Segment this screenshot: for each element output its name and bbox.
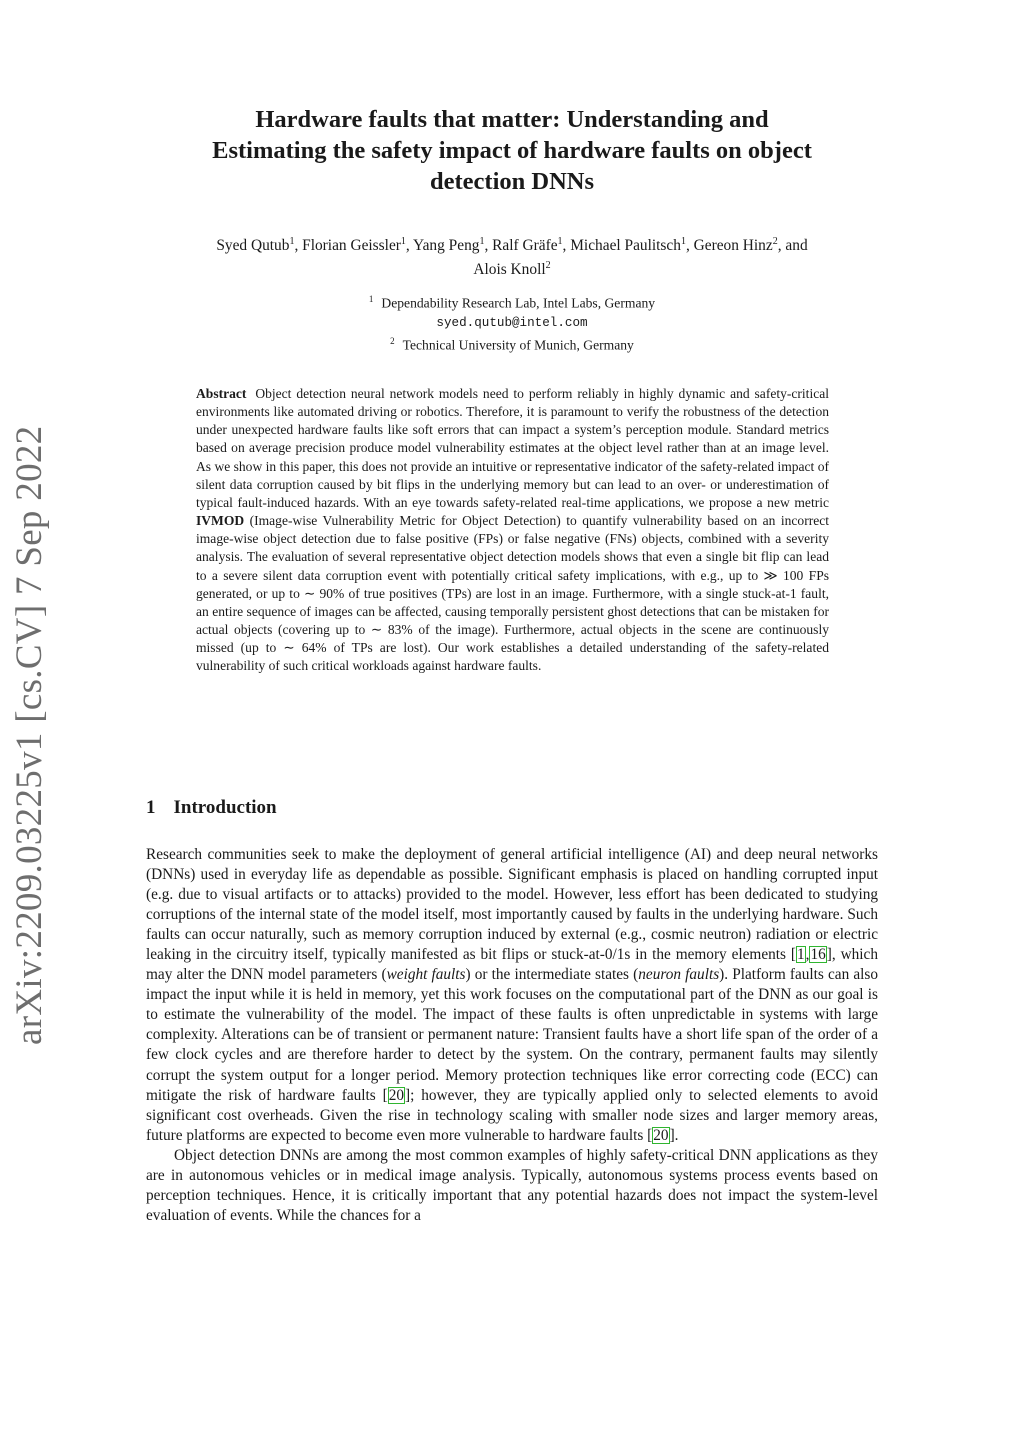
author-email: syed.qutub@intel.com	[436, 315, 588, 330]
author-list: Syed Qutub$^1$, Florian Geissler$^1$, Yang Peng$^1$, Ralf Gräfe$^1$, Michael Paulitsch$^1$, Gereon Hinz$^2$, and Alois Knoll$^2$	[216, 236, 808, 279]
author-name: Ralf Gräfe	[492, 237, 558, 255]
paragraph-text: ].	[669, 1126, 679, 1144]
emphasis: weight faults	[386, 966, 466, 984]
author-affiliation-mark: 1	[289, 236, 295, 247]
title-line: Hardware faults that matter: Understanding and	[255, 106, 769, 133]
author-name: Florian Geissler	[302, 237, 401, 255]
emphasis: neuron faults	[638, 966, 720, 984]
citation-link[interactable]: 20	[653, 1126, 669, 1144]
author-affiliation-mark: 1	[400, 236, 406, 247]
section-title: Introduction	[173, 797, 277, 818]
paper-title	[140, 104, 884, 197]
paragraph-text: Research communities seek to make the deployment of general artificial intelligence (AI) and deep neural networks (DNNs) used in everyday life as dependable as possible. Significant emphasis is placed on handling corrupted input (e.g. due to visual artifacts or to attacks) provided to the model. However, less effort has been dedicated to studying corruptions of the internal state of the model itself, most importantly caused by faults in the underlying hardware. Such faults can occur naturally, such as memory corruption induced by external (e.g., cosmic neutron) radiation or electric leaking in the circuitry itself, typically manifested as bit flips or stuck-at-0/1s in the memory elements [	[146, 846, 878, 964]
paragraph-text: ). Platform faults can also impact the input while it is held in memory, yet this work focuses on the computational part of the DNN as our goal is to estimate the vulnerability of the model. The impact of these faults is often unpredictable in systems with large complexity. Alterations can be of transient or permanent nature: Transient faults have a short life span of the order of a few clock cycles and are therefore harder to detect by the system. On the contrary, permanent faults may silently corrupt the system output for a longer period. Memory protection techniques like error correcting code (ECC) can mitigate the risk of hardware faults [	[146, 966, 878, 1104]
affiliation-name: Dependability Research Lab, Intel Labs, Germany	[381, 295, 656, 311]
citation-link[interactable]: 16	[810, 946, 826, 964]
abstract-metric-name: IVMOD	[196, 513, 245, 529]
citation-link[interactable]: 20	[388, 1086, 405, 1104]
introduction-body	[146, 845, 878, 1226]
paragraph: Object detection DNNs are among the most common examples of highly safety-critical DNN applications as they are in autonomous vehicles or in medical image analysis. Typically, autonomous systems process events based on perception techniques. Hence, it is critically important that any potential hazards does not impact the system-level evaluation of events. While the chances for a	[146, 1146, 878, 1224]
author-name: Michael Paulitsch	[570, 237, 681, 255]
affiliations	[140, 290, 884, 354]
author-name: Alois Knoll	[473, 261, 546, 279]
author-affiliation-mark: 1	[557, 236, 563, 247]
author-conjunction: , and	[777, 237, 808, 255]
author-affiliation-mark: 1	[680, 236, 686, 247]
affiliation-name: Technical University of Munich, Germany	[402, 337, 634, 353]
title-line: Estimating the safety impact of hardware faults on object	[212, 137, 812, 164]
abstract-text: (Image-wise Vulnerability Metric for Object Detection) to quantify vulnerability based on an incorrect image-wise object detection due to false positive (FPs) or false negative (FNs) objects, combined with a severity analysis. The evaluation of several representative object detection models shows that even a single bit flip can lead to a severe silent data corruption event with potentially critical safety implications, with e.g., up to ≫ 100 FPs generated, or up to ∼ 90% of true positives (TPs) are lost in an image. Furthermore, with a single stuck-at-1 fault, an entire sequence of images can be affected, causing temporally persistent ghost detections that can be mistaken for actual objects (covering up to ∼ 83% of the image). Furthermore, actual objects in the scene are continuously missed (up to ∼ 64% of TPs are lost). Our work establishes a detailed understanding of the safety-related vulnerability of such critical workloads against hardware faults.	[196, 513, 830, 674]
title-line: detection DNNs	[430, 168, 594, 195]
paragraph-text: ], which may alter the DNN model parameters (	[146, 946, 878, 984]
paragraph-text: ) or the intermediate states (	[465, 966, 639, 984]
paragraph-text: ]; however, they are typically applied only to selected elements to avoid significant cost overheads. Given the rise in technology scaling with smaller node sizes and larger memory areas, future platforms are expected to become even more vulnerable to hardware faults [	[146, 1086, 878, 1144]
author-name: Gereon Hinz	[693, 237, 773, 255]
arxiv-sidebar-stamp: arXiv:2209.03225v1 [cs.CV] 7 Sep 2022	[9, 425, 50, 1045]
abstract-text: Object detection neural network models need to perform reliably in highly dynamic and safety-critical environments like automated driving or robotics. Therefore, it is paramount to verify the robustness of the detection under unexpected hardware faults like soft errors that can impact a system’s perception module. Standard metrics based on average precision produce model vulnerability estimates at the object level rather than at an image level. As we show in this paper, this does not provide an intuitive or representative indicator of the safety-related impact of silent data corruption caused by bit flips in the underlying memory but can lead to an over- or underestimation of typical fault-induced hazards. With an eye towards safety-related real-time applications, we propose a new metric	[196, 386, 829, 510]
affiliation-mark: 1	[368, 294, 374, 304]
citation-link[interactable]: 1	[796, 946, 805, 964]
abstract-label: Abstract	[196, 386, 247, 401]
affiliation-mark: 2	[390, 335, 395, 346]
abstract	[196, 385, 829, 676]
author-affiliation-mark: 1	[479, 236, 485, 247]
section-heading	[146, 797, 277, 819]
author-affiliation-mark: 2	[545, 260, 551, 272]
author-name: Syed Qutub	[216, 237, 290, 255]
paragraph: Research communities seek to make the deployment of general artificial intelligence (AI) and deep neural networks (DNNs) used in everyday life as dependable as possible. Significant emphasis is placed on handling corrupted input (e.g. due to visual artifacts or to attacks) provided to the model. However, less effort has been dedicated to studying corruptions of the internal state of the model itself, most importantly caused by faults in the underlying hardware. Such faults can occur naturally, such as memory corruption induced by external (e.g., cosmic neutron) radiation or electric leaking in the circuitry itself, typically manifested as bit flips or stuck-at-0/1s in the memory elements [1,16], which may alter the DNN model parameters (weight faults) or the intermediate states (neuron faults). Platform faults can also impact the input while it is held in memory, yet this work focuses on the computational part of the DNN as our goal is to estimate the vulnerability of the model. The impact of these faults is often unpredictable in systems with large complexity. Alterations can be of transient or permanent nature: Transient faults have a short life span of the order of a few clock cycles and are therefore harder to detect by the system. On the contrary, permanent faults may silently corrupt the system output for a longer period. Memory protection techniques like error correcting code (ECC) can mitigate the risk of hardware faults [20]; however, they are typically applied only to selected elements to avoid significant cost overheads. Given the rise in technology scaling with smaller node sizes and larger memory areas, future platforms are expected to become even more vulnerable to hardware faults [20].	[146, 846, 878, 1144]
author-affiliation-mark: 2	[772, 236, 778, 247]
author-name: Yang Peng	[413, 237, 480, 255]
section-number: 1	[146, 797, 156, 818]
